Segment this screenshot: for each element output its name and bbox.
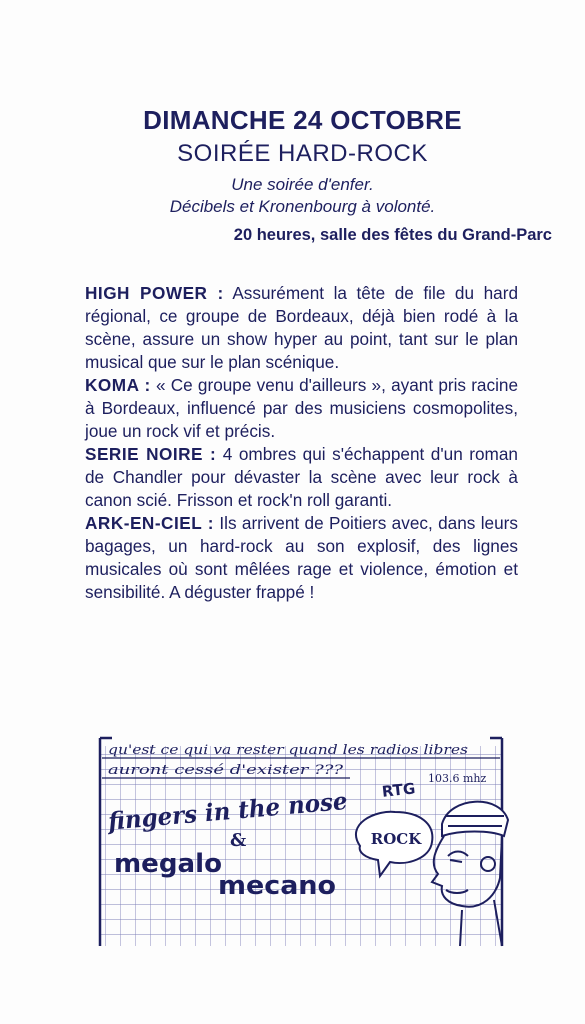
band-name-fingers-in-the-nose: fingers in the nose [106,784,360,836]
band-name-mecano: mecano [218,871,336,901]
tagline-line-2: Décibels et Kronenbourg à volonté. [169,197,436,216]
band-name: SERIE NOIRE : [85,444,217,464]
event-venue: 20 heures, salle des fêtes du Grand-Parc [233,226,552,244]
band-entry [85,374,518,443]
band-name: ARK-EN-CIEL : [85,513,214,533]
band-entry [85,443,518,512]
radio-logo: RTG [380,779,417,801]
band-description: 4 ombres qui s'échappent d'un roman de Chandler pour dévaster la scène avec leur rock à canon scié. Frisson et rock'n roll garanti. [85,444,518,510]
band-entry [85,282,518,374]
band-name: HIGH POWER : [85,283,224,303]
speech-bubble-text: ROCK [370,830,422,848]
event-header [70,104,552,247]
flyer-question-line-1: qu'est ce qui va rester quand les radios libres [108,743,469,758]
ampersand: & [230,830,247,851]
band-name: KOMA : [85,375,151,395]
band-description: « Ce groupe venu d'ailleurs », ayant pris racine à Bordeaux, influencé par des musiciens cosmopolites, joue un rock vif et précis. [85,375,519,441]
band-name-megalo: megalo [114,849,222,879]
band-description: Ils arrivent de Poitiers avec, dans leurs bagages, un hard-rock au son explosif, des lignes musicales où sont mêlées rage et violence, émotion et sensibilité. A déguster frappé ! [85,513,518,602]
flyer-question-line-2: auront cessé d'exister ??? [108,763,345,778]
tagline-line-1: Une soirée d'enfer. [231,175,374,194]
event-title: SOIRÉE HARD-ROCK [177,140,428,167]
band-list [85,282,518,604]
concert-flyer-illustration [90,724,515,952]
event-date: DIMANCHE 24 OCTOBRE [143,105,462,135]
band-entry [85,512,518,604]
radio-frequency: 103.6 mhz [428,772,487,785]
band-description: Assurément la tête de file du hard régional, ce groupe de Bordeaux, déjà bien rodé à la scène, assure un show hyper au point, tant sur le plan musical que sur le plan scénique. [85,283,518,372]
